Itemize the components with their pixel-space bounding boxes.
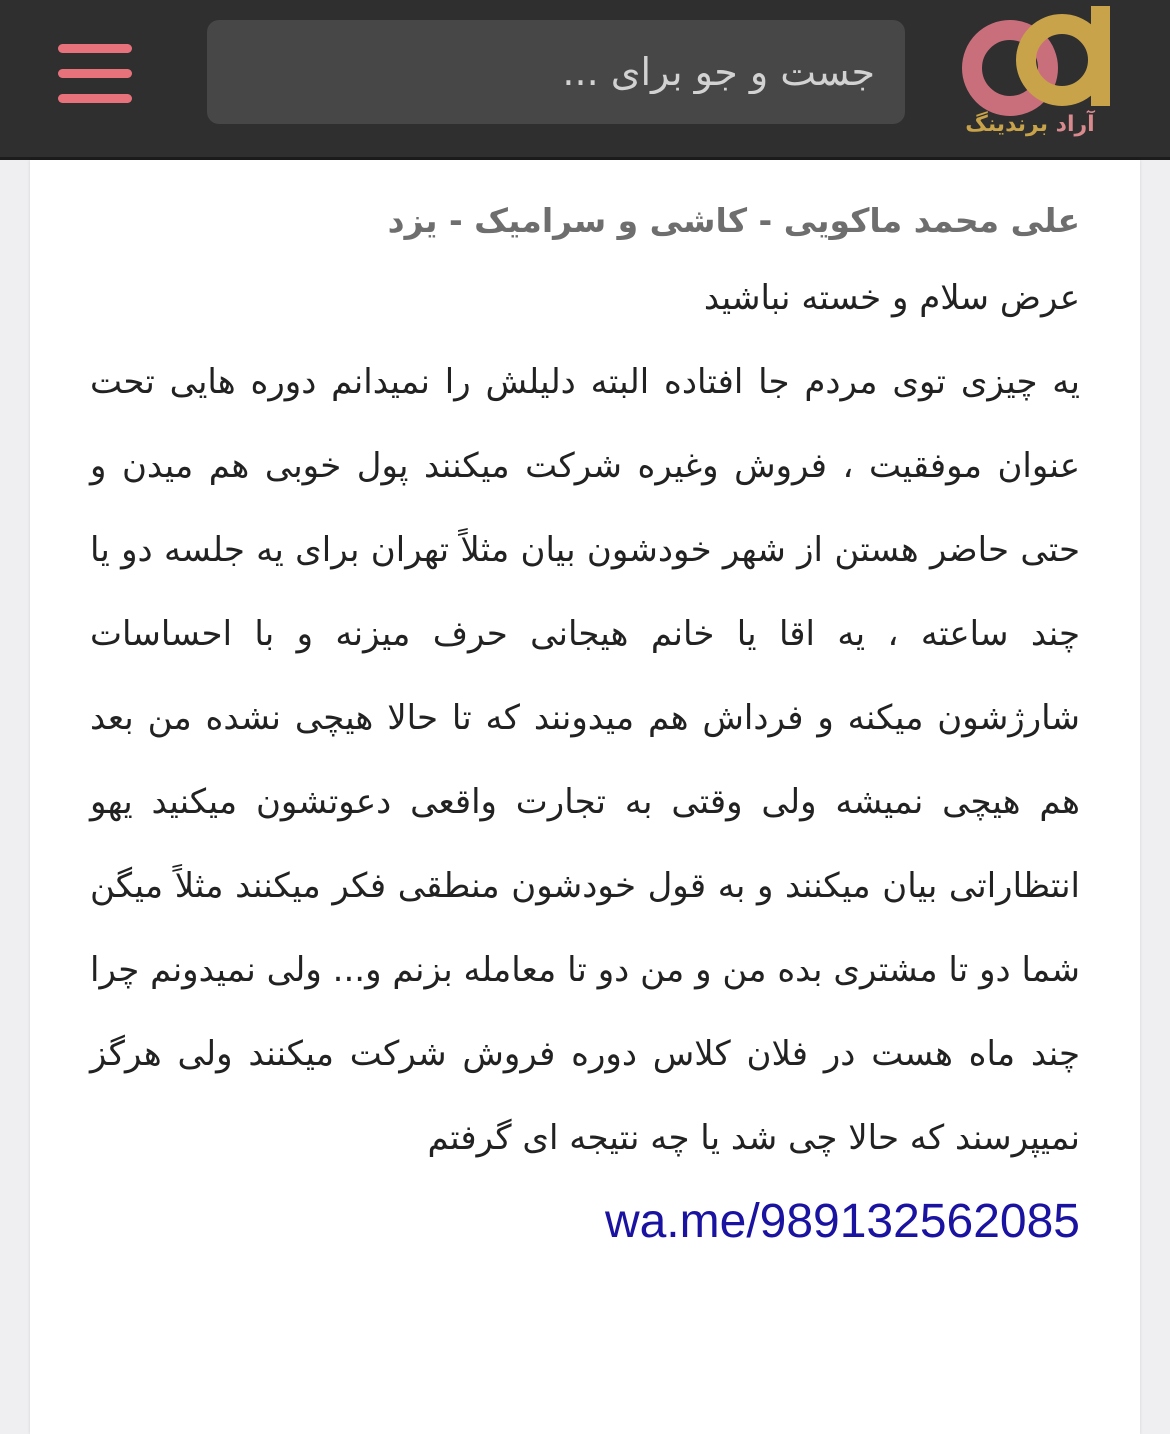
hamburger-menu-icon[interactable] (58, 42, 134, 106)
post-content (90, 186, 1080, 1264)
post-body: یه چیزی توی مردم جا افتاده البته دلیلش را نمیدانم دوره هایی تحت عنوان موفقیت ، فروش وغیره شرکت میکنند پول خوبی هم میدن و حتی حاضر هستن از شهر خودشون بیان مثلاً تهران برای یه جلسه دو یا چند ساعته ، یه اقا یا خانم هیجانی حرف میزنه و با احساسات شارژشون میکنه و فرداش هم میدونند که تا حالا هیچی نشده من بعد هم هیچی نمیشه ولی وقتی به تجارت واقعی دعوتشون میکنید یهو انتظاراتی بیان میکنند و به قول خودشون منطقی فکر میکنند مثلاً میگن شما دو تا مشتری بده من و من دو تا معامله بزنم و... ولی نمیدونم چرا چند ماه هست در فلان کلاس دوره فروش شرکت میکنند ولی هرگز نمیپرسند که حالا چی شد یا چه نتیجه ای گرفتم (90, 362, 1080, 1158)
whatsapp-link[interactable]: wa.me/989132562085 (604, 1195, 1080, 1248)
logo-text-part2: برندینگ (965, 112, 1048, 137)
menu-line (58, 69, 132, 78)
author-line: علی محمد ماکویی - کاشی و سرامیک - یزد (387, 201, 1080, 240)
search-input[interactable] (207, 20, 905, 124)
menu-line (58, 94, 132, 103)
logo-text-part1: آراد (1055, 112, 1095, 137)
top-app-bar (0, 0, 1170, 160)
menu-line (58, 44, 132, 53)
greeting: عرض سلام و خسته نباشید (703, 278, 1080, 318)
logo-text (950, 112, 1110, 137)
